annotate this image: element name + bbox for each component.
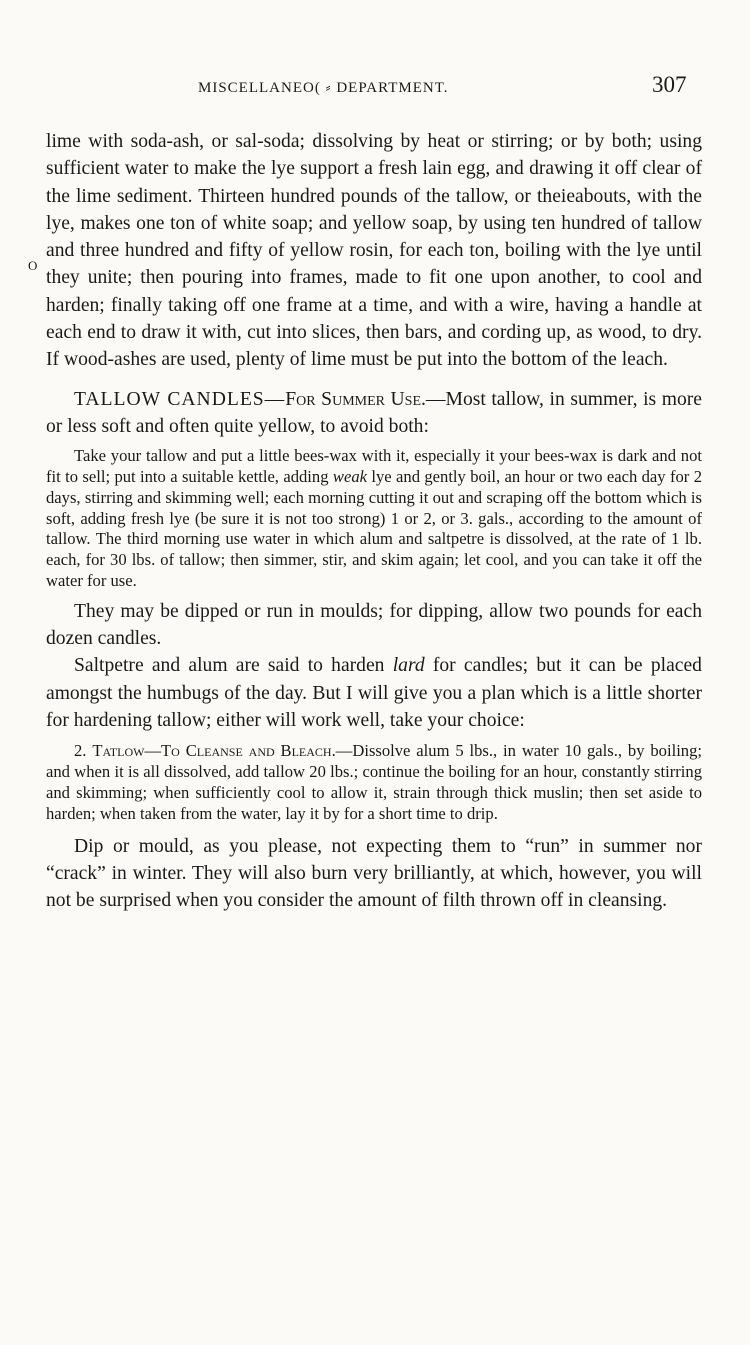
paragraph-dip-or-mould: Dip or mould, as you please, not expecting them to “run” in summer nor “crack” in winter. They will also burn very brilliantly, at which, however, you will not be surprised when you consider the amount of filth thrown off in cleansing. bbox=[46, 835, 702, 912]
emphasis-weak: weak bbox=[332, 467, 367, 487]
paragraph-text: Take your tallow and put a little bees-wax with it, especially it your bees-wax is dark and not fit to sell; put into a suitable kettle, adding bbox=[46, 446, 702, 487]
emphasis-lard: lard bbox=[392, 655, 425, 677]
page-body bbox=[46, 128, 702, 914]
paragraph-recipe-tallow bbox=[46, 446, 702, 592]
running-head: MISCELLANEO( ⸗ DEPARTMENT. bbox=[198, 80, 449, 96]
page-header bbox=[0, 72, 750, 112]
section-heading-tallow-candles: TALLOW CANDLES— bbox=[74, 388, 286, 410]
paragraph-text: —Dissolve alum 5 lbs., in water 10 gals., by boiling; and when it is all dissolved, add tallow 20 lbs.; continue the boiling for an hour, constantly stirring and skimming; when sufficiently cool to allow it, strain through thick muslin; then set aside to harden; when taken from the water, lay it by for a short time to drip. bbox=[46, 741, 703, 823]
paragraph-text: Saltpetre and alum are said to harden bbox=[74, 655, 393, 677]
paragraph-tallow-candles bbox=[46, 386, 702, 441]
recipe-number: 2. bbox=[74, 741, 93, 761]
page-number: 307 bbox=[652, 72, 687, 97]
paragraph-text: lye and gently boil, an hour or two each day for 2 days, stirring and skimming well; each morning cutting it out and scraping off the bottom which is soft, adding fresh lye (be sure it is not too strong) 1 or 2, or 3. gals., according to the amount of tallow. The third morning use water in which alum and saltpetre is dissolved, at the rate of 1 lb. each, for 30 lbs. of tallow; then simmer, stir, and skim again; let cool, and you can take it off the water for use. bbox=[46, 467, 702, 591]
paragraph-soap-continuation: lime with soda-ash, or sal-soda; dissolving by heat or stirring; or by both; using sufficient water to make the lye support a fresh lain egg, and drawing it off clear of the lime sediment. Thirteen hundred pounds of the tallow, or theieabouts, with the lye, makes one ton of white soap; and yellow soap, by using ten hundred of tallow and three hundred and fifty of yellow rosin, for each ton, boiling with the lye until they unite; then pouring into frames, made to fit one upon another, to cool and harden; finally taking off one frame at a time, and with a wire, having a handle at each end to draw it with, cut into slices, then bars, and cording up, as wood, to dry. If wood-ashes are used, plenty of lime must be put into the bottom of the leach. bbox=[46, 131, 702, 371]
paragraph-text: for candles; but it can be placed amongst the humbugs of the day. But I will give you a plan which is a little shorter for hardening tallow; either will work well, take your choice: bbox=[46, 655, 702, 732]
paragraph-cleanse-bleach bbox=[46, 741, 702, 824]
recipe-title: Tatlow—To Cleanse and Bleach. bbox=[92, 741, 336, 761]
paragraph-saltpetre bbox=[46, 652, 702, 734]
section-subheading-summer-use: For Summer Use. bbox=[285, 388, 426, 410]
paragraph-dipping: They may be dipped or run in moulds; for dipping, allow two pounds for each dozen candles. bbox=[46, 600, 702, 650]
paragraph-text: —Most tallow, in summer, is more or less soft and often quite yellow, to avoid both: bbox=[46, 388, 702, 437]
margin-mark: O bbox=[28, 258, 38, 273]
